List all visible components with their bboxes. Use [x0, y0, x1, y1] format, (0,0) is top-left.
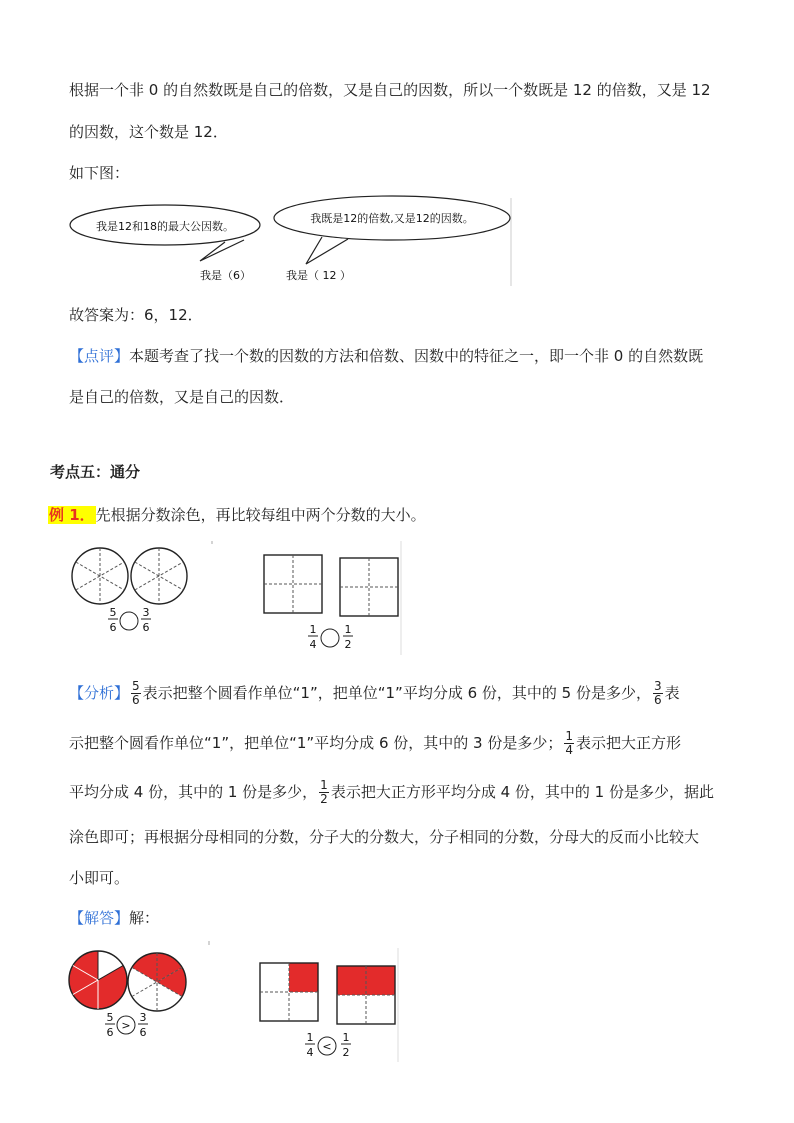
circle-three-sixths-filled — [128, 953, 186, 1011]
frac-1-4-den: 4 — [309, 638, 317, 651]
circle-five-sixths-filled — [69, 951, 127, 1009]
solution-tag: 【解答】 — [69, 909, 130, 927]
frac-1-4-num: 1 — [309, 623, 317, 636]
example-tag: 例 1． — [49, 506, 95, 524]
analysis-text-2a: 示把整个圆看作单位“1”，把单位“1”平均分成 6 份，其中的 3 份是多少； — [69, 734, 563, 752]
comment-tag: 【点评】 — [69, 347, 130, 365]
solution-figure — [62, 938, 407, 1068]
frac-5-6-den: 6 — [109, 621, 117, 634]
sol-frac-3-6-den: 6 — [139, 1026, 147, 1039]
analysis-text-3a: 平均分成 4 份，其中的 1 份是多少， — [69, 783, 318, 801]
square-quarters-right — [340, 558, 398, 616]
analysis-line-2 — [69, 730, 681, 757]
frac-1-2-num: 1 — [344, 623, 352, 636]
example-line — [48, 505, 426, 525]
analysis-tag: 【分析】 — [69, 684, 130, 702]
solution-text: 解： — [129, 909, 160, 927]
answer-line: 故答案为：6，12． — [69, 306, 203, 324]
frac-3-6-num: 3 — [142, 606, 150, 619]
sol-frac-1-2-num: 1 — [342, 1031, 350, 1044]
answer-label-2: 我是（ 12 ） — [286, 269, 351, 282]
frac-5-6-num: 5 — [109, 606, 117, 619]
comment-line-2: 是自己的倍数，又是自己的因数． — [69, 388, 295, 406]
text-line-2: 的因数，这个数是 12． — [69, 123, 228, 141]
square-quarters-left — [264, 555, 322, 613]
compare-circle-2 — [321, 629, 339, 647]
fraction-5-6: $\frac{5}{6}$ — [132, 679, 140, 707]
square-one-quarter-filled — [260, 963, 318, 1021]
analysis-text-1b: 表 — [664, 684, 680, 702]
sol-frac-1-4-num: 1 — [306, 1031, 314, 1044]
text-line-1: 根据一个非 0 的自然数既是自己的倍数，又是自己的因数，所以一个数既是 12 的倍数，又是 12 — [69, 81, 711, 99]
speech-bubbles-figure — [60, 192, 520, 292]
circle-sixths-left — [72, 548, 128, 604]
text-line-3: 如下图： — [69, 164, 130, 182]
fraction-3-6: $\frac{3}{6}$ — [654, 679, 662, 707]
square-one-half-filled — [337, 966, 395, 1024]
comment-text-1: 本题考查了找一个数的因数的方法和倍数、因数中的特征之一，即一个非 0 的自然数既 — [129, 347, 704, 365]
bubble-right-text: 我既是12的倍数,又是12的因数。 — [310, 212, 474, 225]
analysis-text-2b: 表示把大正方形 — [575, 734, 681, 752]
analysis-text-1a: 表示把整个圆看作单位“1”，把单位“1”平均分成 6 份，其中的 5 份是多少， — [142, 684, 651, 702]
compare-circle-1 — [120, 612, 138, 630]
solution-line — [69, 908, 159, 928]
analysis-text-3b: 表示把大正方形平均分成 4 份，其中的 1 份是多少，据此 — [330, 783, 714, 801]
sol-frac-3-6-num: 3 — [139, 1011, 147, 1024]
analysis-line-5: 小即可。 — [69, 869, 130, 887]
sol-frac-5-6-num: 5 — [106, 1011, 114, 1024]
fraction-1-2: $\frac{1}{2}$ — [320, 778, 328, 806]
compare-lt: < — [322, 1040, 332, 1053]
bubble-left-text: 我是12和18的最大公因数。 — [96, 220, 234, 233]
sol-frac-1-2-den: 2 — [342, 1046, 350, 1059]
compare-gt: > — [121, 1019, 131, 1032]
sol-frac-1-4-den: 4 — [306, 1046, 314, 1059]
frac-3-6-den: 6 — [142, 621, 150, 634]
comment-line-1 — [69, 346, 703, 366]
frac-1-2-den: 2 — [344, 638, 352, 651]
circle-sixths-right — [131, 548, 187, 604]
fraction-1-4: $\frac{1}{4}$ — [565, 729, 573, 757]
sol-frac-5-6-den: 6 — [106, 1026, 114, 1039]
analysis-line-4: 涂色即可；再根据分母相同的分数，分子大的分数大，分子相同的分数，分母大的反而小比较大 — [69, 828, 700, 846]
analysis-line-3 — [69, 779, 714, 806]
question-figure — [62, 538, 407, 658]
section-title: 考点五：通分 — [50, 463, 141, 481]
analysis-line-1 — [69, 680, 680, 707]
answer-label-1: 我是（6） — [200, 269, 251, 282]
example-text: 先根据分数涂色，再比较每组中两个分数的大小。 — [95, 506, 426, 524]
